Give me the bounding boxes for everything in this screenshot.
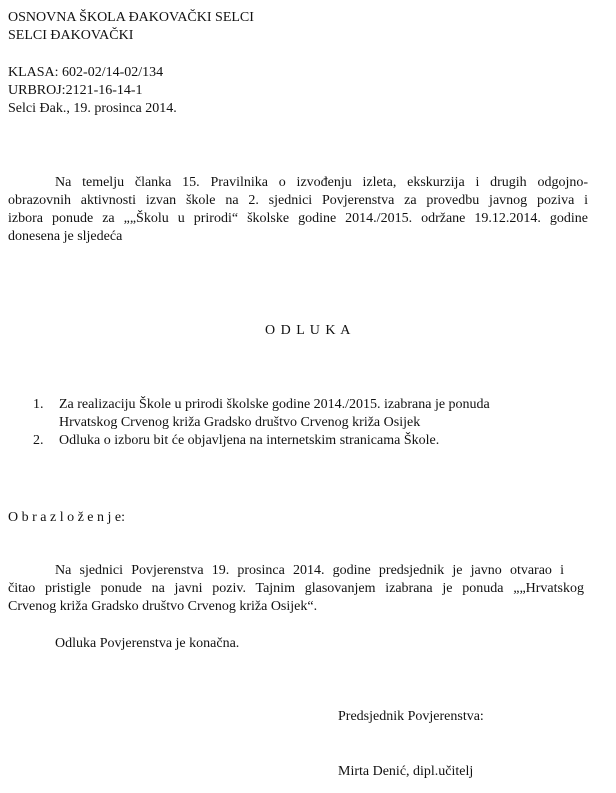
signature-role: Predsjednik Povjerenstva: [338,709,484,724]
intro-line-4: donesena je sljedeća [8,229,123,244]
decision-item-1-line-2: Hrvatskog Crvenog križa Gradsko društvo Crvenog križa Osijek [59,415,421,430]
decision-item-1-number: 1. [33,397,44,412]
decision-item-1-text [59,396,490,432]
reasoning-line-2: čitao pristigle ponude na javni poziv. Tajnim glasovanjem izabrana je ponuda „„Hrvatskog [8,581,584,596]
decision-item-2-number: 2. [33,433,44,448]
school-name: OSNOVNA ŠKOLA ĐAKOVAČKI SELCI [8,10,254,25]
decision-title: O D L U K A [265,323,352,338]
intro-line-1: Na temelju članka 15. Pravilnika o izvođenju izleta, ekskurzija i drugih odgojno- [55,175,588,190]
klasa-line: KLASA: 602-02/14-02/134 [8,65,164,80]
intro-line-2: obrazovnih aktivnosti izvan škole na 2. sjednici Povjerenstva za provedbu javnog poziva i [8,193,588,208]
reasoning-title: O b r a z l o ž e n j e: [8,510,126,525]
reasoning-paragraph [8,562,584,616]
reasoning-line-1: Na sjednici Povjerenstva 19. prosinca 2014. godine predsjednik je javno otvarao i [55,563,564,578]
date-line: Selci Đak., 19. prosinca 2014. [8,101,177,116]
decision-item-2-line-1: Odluka o izboru bit će objavljena na internetskim stranicama Škole. [59,433,440,448]
intro-line-3: izbora ponude za „„Školu u prirodi“ školske godine 2014./2015. održane 19.12.2014. godine [8,211,588,226]
reasoning-line-3: Crvenog križa Gradsko društvo Crvenog križa Osijek“. [8,599,318,614]
final-note: Odluka Povjerenstva je konačna. [55,636,240,651]
school-place: SELCI ĐAKOVAČKI [8,28,134,43]
decision-item-1 [33,396,573,432]
decision-item-2-text [59,432,439,450]
intro-paragraph [8,174,588,246]
urbroj-line: URBROJ:2121-16-14-1 [8,83,143,98]
decision-item-2 [33,432,573,450]
signature-name: Mirta Denić, dipl.učitelj [338,764,474,779]
decision-item-1-line-1: Za realizaciju Škole u prirodi školske godine 2014./2015. izabrana je ponuda [59,397,490,412]
